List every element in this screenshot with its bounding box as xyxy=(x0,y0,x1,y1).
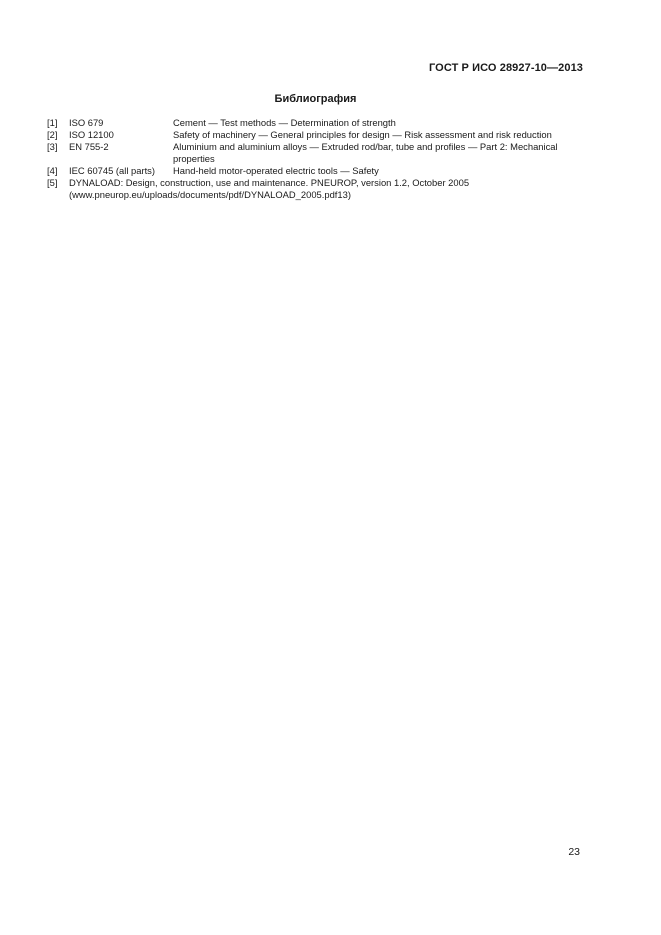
document-code: ГОСТ Р ИСО 28927-10—2013 xyxy=(428,62,583,74)
reference-title: Aluminium and aluminium alloys — Extruded rod/bar, tube and profiles — Part 2: Mechanical properties xyxy=(173,141,558,164)
reference-number: [5] xyxy=(47,177,58,188)
reference-code: ISO 679 xyxy=(69,117,104,128)
reference-code: EN 755-2 xyxy=(69,141,109,152)
page-number: 23 xyxy=(568,846,580,858)
reference-item xyxy=(47,117,587,129)
reference-list xyxy=(47,117,587,201)
reference-title: Safety of machinery — General principles for design — Risk assessment and risk reduction xyxy=(173,129,552,140)
reference-item xyxy=(47,129,587,141)
reference-item xyxy=(47,141,587,165)
reference-title: Cement — Test methods — Determination of strength xyxy=(173,117,396,128)
bibliography-title: Библиография xyxy=(274,93,357,105)
reference-number: [4] xyxy=(47,165,58,176)
reference-item xyxy=(47,177,587,201)
reference-code: ISO 12100 xyxy=(69,129,114,140)
reference-number: [3] xyxy=(47,141,58,152)
reference-full-text: DYNALOAD: Design, construction, use and maintenance. PNEUROP, version 1.2, October 2005 (www.pneurop.eu/uploads/documents/pdf/DYNALOAD_2005.pdf13) xyxy=(69,177,470,200)
reference-number: [1] xyxy=(47,117,58,128)
reference-number: [2] xyxy=(47,129,58,140)
reference-code: IEC 60745 (all parts) xyxy=(69,165,155,176)
reference-title: Hand-held motor-operated electric tools — Safety xyxy=(173,165,379,176)
reference-item xyxy=(47,165,587,177)
